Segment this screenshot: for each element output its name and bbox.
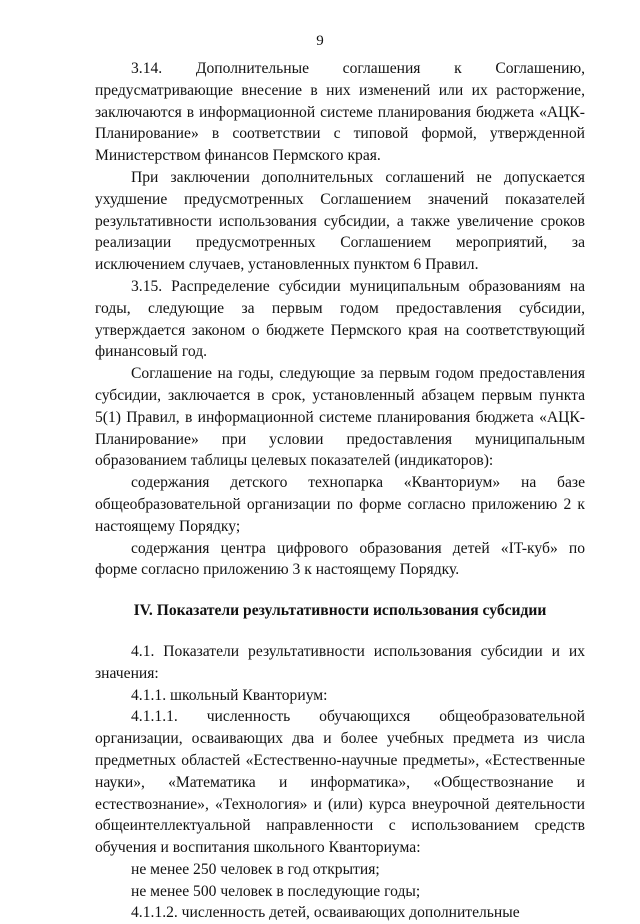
paragraph-agreement-following-years: Соглашение на годы, следующие за первым годом предоставления субсидии, заключается в срок, установленный абзацем первым пункта 5(1) Правил, в информационной системе планирования бюджета «АЦК-Планирование» при условии предоставления муниципальным образованием таблицы целевых показателей (индикаторов):	[95, 365, 585, 470]
paragraph-4-1-1: 4.1.1. школьный Кванториум:	[131, 686, 328, 704]
paragraph-4-1-1-1: 4.1.1.1. численность обучающихся общеобразовательной организации, осваивающих два и более учебных предмета из числа предметных областей «Естественно-научные предметы», «Естественные науки», «Математика и информатика», «Обществознание и естествознание», «Технология» и (или) курса внеурочной деятельности общеинтеллектуальной направленности с использованием средств обучения и воспитания школьного Кванториума:	[95, 708, 585, 857]
paragraph-3-14: 3.14. Дополнительные соглашения к Соглашению, предусматривающие внесение в них изменений или их расторжение, заключаются в информационной системе планирования бюджета «АЦК-Планирование» в соответствии с типовой формой, утвержденной Министерством финансов Пермского края.	[95, 60, 585, 165]
page-number: 9	[316, 33, 324, 49]
paragraph-4-1: 4.1. Показатели результативности использования субсидии и их значения:	[95, 642, 585, 682]
paragraph-additional-agreements: При заключении дополнительных соглашений не допускается ухудшение предусмотренных Соглашением значений показателей результативности использования субсидии, а также увеличение сроков реализации предусмотренных Соглашением мероприятий, за исключением случаев, установленных пунктом 6 Правил.	[95, 168, 585, 274]
paragraph-4-1-1-2: 4.1.1.2. численность детей, осваивающих дополнительные	[131, 904, 520, 922]
document-body	[95, 58, 585, 924]
paragraph-3-15: 3.15. Распределение субсидии муниципальным образованиям на годы, следующие за первым годом предоставления субсидии, утверждается законом о бюджете Пермского края на соответствующий финансовый год.	[95, 277, 585, 361]
paragraph-kvantorium-maintenance: содержания детского технопарка «Кванториум» на базе общеобразовательной организации по форме согласно приложению 2 к настоящему Порядку;	[95, 474, 585, 535]
paragraph-min-500: не менее 500 человек в последующие годы;	[131, 882, 421, 900]
paragraph-it-cube-maintenance: содержания центра цифрового образования детей «IT-куб» по форме согласно приложению 3 к настоящему Порядку.	[95, 539, 585, 579]
section-heading: IV. Показатели результативности использования субсидии	[133, 602, 547, 620]
paragraph-min-250: не менее 250 человек в год открытия;	[131, 860, 380, 878]
